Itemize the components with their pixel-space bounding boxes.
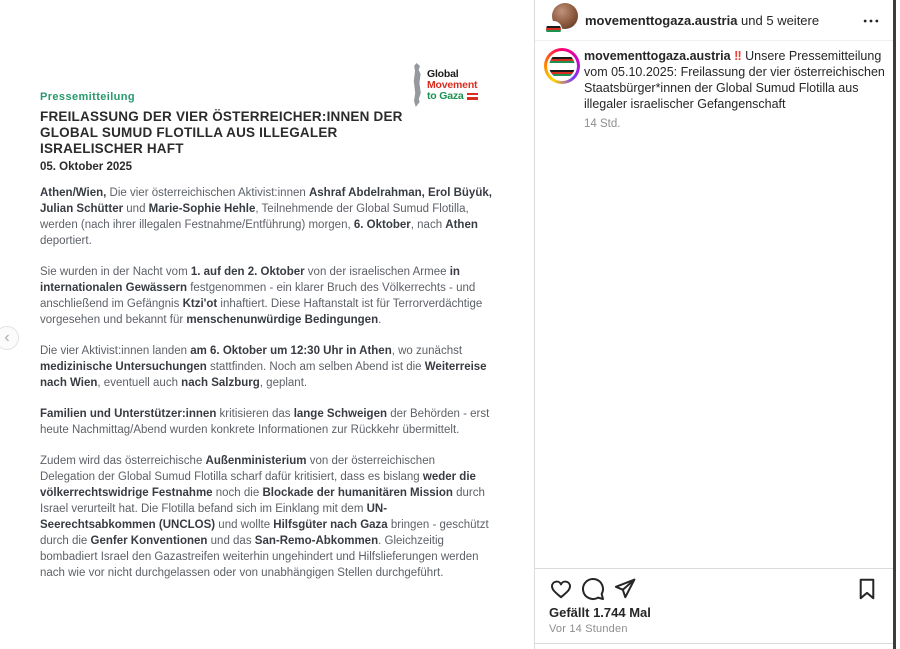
- logo-word-global: Global: [427, 67, 459, 80]
- collab-suffix[interactable]: und 5 weitere: [737, 13, 820, 28]
- more-options-button[interactable]: [861, 11, 881, 31]
- save-button[interactable]: [855, 577, 879, 601]
- press-release-body: [40, 185, 493, 596]
- chevron-left-icon: ‹: [4, 329, 10, 346]
- carousel-previous-button[interactable]: [0, 326, 19, 350]
- like-button[interactable]: [549, 577, 573, 601]
- caption-row: [535, 41, 893, 130]
- caption-avatar-story-ring[interactable]: [544, 48, 580, 84]
- username-link[interactable]: movementtogaza.austria: [585, 13, 738, 28]
- press-paragraph: Athen/Wien, Die vier österreichischen Aktivist:innen Ashraf Abdelrahman, Erol Büyük, Julian Schütter und Marie-Sophie Hehle, Teilnehmende der Global Sumud Flotilla, werden (nach ihrer illegalen Festnahme/Entführung) morgen, 6. Oktober, nach Athen deportiert.: [40, 187, 492, 247]
- divider: [535, 643, 893, 644]
- palestine-map-icon: [410, 63, 423, 107]
- heart-icon: [549, 577, 573, 601]
- logo-word-movement: Movement: [427, 78, 478, 91]
- press-title: FREILASSUNG DER VIER ÖSTERREICHER:INNEN DER GLOBAL SUMUD FLOTILLA AUS ILLEGALER ISRAELISCHER HAFT: [40, 109, 403, 156]
- caption-age: 14 Std.: [584, 118, 621, 130]
- post-detail-panel: [534, 0, 893, 649]
- global-movement-to-gaza-logo: [410, 63, 478, 107]
- collab-avatar-stack[interactable]: [545, 3, 579, 39]
- bookmark-icon: [855, 577, 879, 601]
- like-count[interactable]: Gefällt 1.744 Mal: [549, 605, 651, 620]
- share-icon: [613, 577, 637, 601]
- avatar-secondary: [545, 21, 562, 38]
- press-paragraph: Zudem wird das österreichische Außenministerium von der österreichischen Delegation der Global Sumud Flotilla scharf dafür kritisiert, dass es bislang weder die völkerrechtswidrige Festnahme noch die Blockade der humanitären Mission durch Israel verurteilt hat. Die Flotilla befand sich im Einklang mit dem UN-Seerechtsabkommen (UNCLOS) und wollte Hilfsgüter nach Gaza bringen - geschützt durch die Genfer Konventionen und das San-Remo-Abkommen. Gleichzeitig bombadiert Israel den Gazastreifen weiterhin ungehindert und Hilfslieferungen werden nach wie vor nicht durchgelassen oder von unabhängigen Stellen durchgeführt.: [40, 455, 489, 579]
- logo-word-to-gaza: to Gaza: [427, 91, 478, 102]
- ellipsis-icon: [861, 11, 881, 31]
- divider: [535, 568, 893, 569]
- action-bar: [535, 577, 893, 603]
- header-username-line: [585, 13, 819, 28]
- press-paragraph: Familien und Unterstützer:innen kritisieren das lange Schweigen der Behörden - erst heute Nachmittag/Abend wurden konkrete Informationen zur Rückkehr übermittelt.: [40, 408, 490, 436]
- caption-body: Unsere Pressemitteilung vom 05.10.2025: Freilassung der vier österreichischen Staatsbürger*innen der Global Sumud Flotilla aus illegaler israelischer Gefangenschaft: [584, 49, 885, 111]
- avatar: [549, 53, 575, 79]
- press-kicker: Pressemitteilung: [40, 91, 136, 103]
- post-age: Vor 14 Stunden: [549, 623, 628, 635]
- comment-button[interactable]: [581, 577, 605, 601]
- double-exclamation-emoji: ‼: [734, 49, 742, 63]
- press-paragraph: Sie wurden in der Nacht vom 1. auf den 2. Oktober von der israelischen Armee in internationalen Gewässern festgenommen - ein klarer Bruch des Völkerrechts - und anschließend im Gefängnis Ktzi'ot inhaftiert. Diese Haftanstalt ist für Terrorverdächtige vorgesehen und bekannt für menschenunwürdige Bedingungen.: [40, 266, 483, 326]
- logo-flag-bars-icon: [467, 93, 478, 100]
- comment-icon: [581, 577, 605, 601]
- press-date: 05. Oktober 2025: [40, 161, 133, 173]
- window-edge: [893, 0, 896, 649]
- press-paragraph: Die vier Aktivist:innen landen am 6. Oktober um 12:30 Uhr in Athen, wo zunächst medizinische Untersuchungen stattfinden. Noch am selben Abend ist die Weiterreise nach Wien, eventuell auch nach Salzburg, geplant.: [40, 345, 487, 389]
- post-header: [535, 0, 893, 41]
- share-button[interactable]: [613, 577, 637, 601]
- caption-username-link[interactable]: movementtogaza.austria: [584, 49, 731, 63]
- caption-text: [584, 48, 890, 112]
